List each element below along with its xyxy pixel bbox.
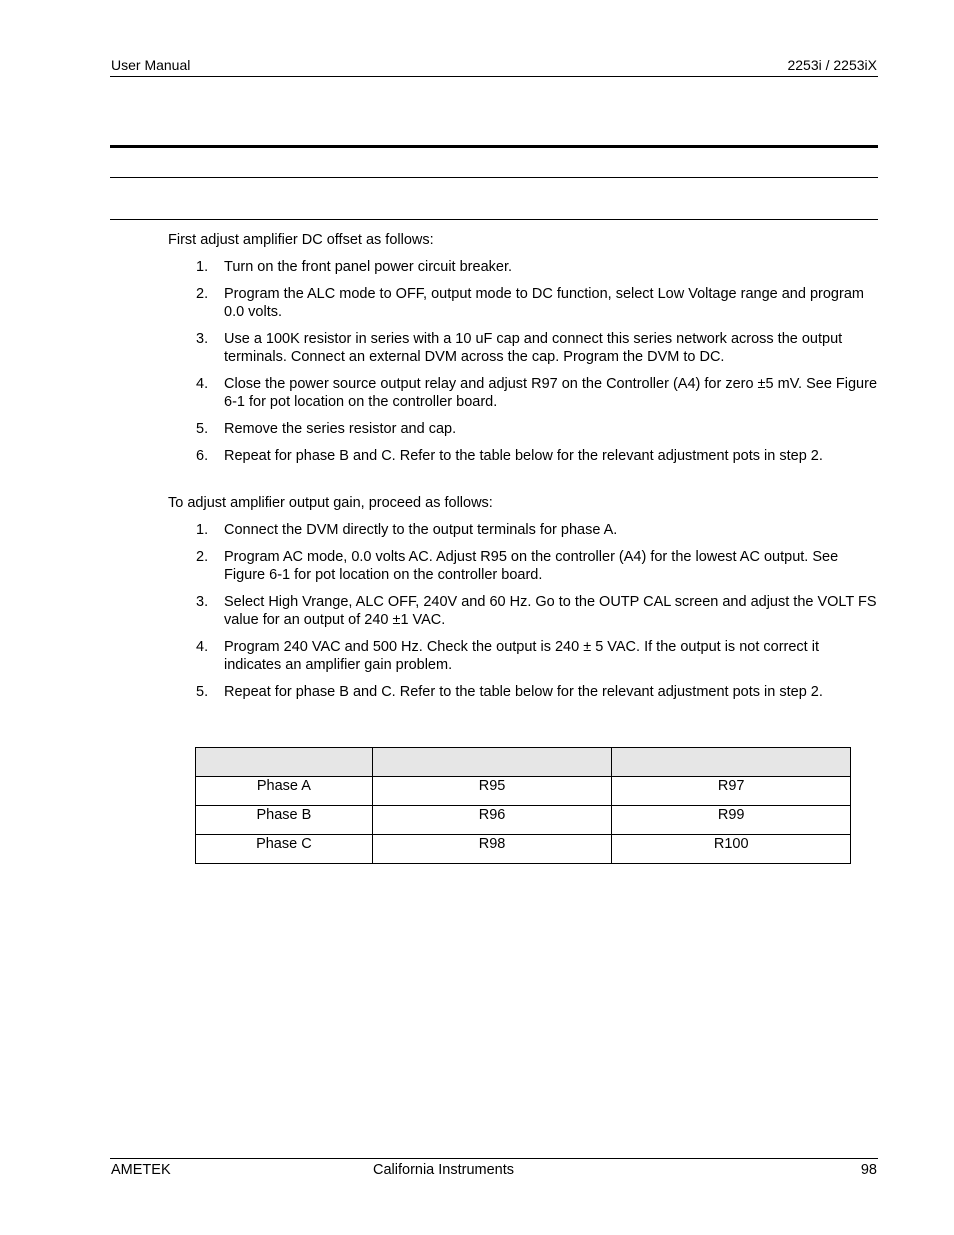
table-header-cell <box>196 748 373 777</box>
gain-pot-cell: R95 <box>372 777 612 806</box>
list-item: 2. Program AC mode, 0.0 volts AC. Adjust R95 on the controller (A4) for the lowest AC output. See Figure 6-1 for pot location on the controller board. <box>196 549 839 583</box>
gain-pot-cell: R96 <box>372 806 612 835</box>
list-item: 5. Remove the series resistor and cap. <box>196 421 457 437</box>
list-item: 5. Repeat for phase B and C. Refer to the table below for the relevant adjustment pots in step 2. <box>196 684 823 700</box>
list-item: 1. Turn on the front panel power circuit breaker. <box>196 259 513 275</box>
subsection-heading-rule-2 <box>110 219 878 220</box>
offset-steps-list <box>168 258 878 474</box>
offset-intro: First adjust amplifier DC offset as follows: <box>168 232 434 248</box>
phase-cell: Phase C <box>196 835 373 864</box>
list-item: 3. Use a 100K resistor in series with a 10 uF cap and connect this series network across the output terminals. Connect an external DVM across the cap. Program the DVM to DC. <box>196 331 843 365</box>
header-manual-title: User Manual <box>111 57 191 73</box>
table-row <box>196 777 851 806</box>
list-item: 1. Connect the DVM directly to the output terminals for phase A. <box>196 522 618 538</box>
footer-company: AMETEK <box>111 1162 171 1178</box>
list-item: 3. Select High Vrange, ALC OFF, 240V and 60 Hz. Go to the OUTP CAL screen and adjust the VOLT FS value for an output of 240 ±1 VAC. <box>196 594 877 628</box>
table-header-cell <box>372 748 612 777</box>
subsection-heading-rule <box>110 177 878 178</box>
list-item: 6. Repeat for phase B and C. Refer to the table below for the relevant adjustment pots in step 2. <box>196 448 823 464</box>
table-row <box>196 835 851 864</box>
section-heading-rule <box>110 145 878 148</box>
footer-divider <box>110 1158 878 1159</box>
list-item: 4. Close the power source output relay and adjust R97 on the Controller (A4) for zero ±5 mV. See Figure 6-1 for pot location on the controller board. <box>196 376 878 410</box>
phase-cell: Phase B <box>196 806 373 835</box>
table-header-cell <box>612 748 851 777</box>
list-item: 2. Program the ALC mode to OFF, output mode to DC function, select Low Voltage range and program 0.0 volts. <box>196 286 864 320</box>
table-row <box>196 806 851 835</box>
offset-pot-cell: R99 <box>612 806 851 835</box>
table-header-row <box>196 748 851 777</box>
adjustment-pot-table <box>195 747 851 864</box>
gain-pot-cell: R98 <box>372 835 612 864</box>
list-item: 4. Program 240 VAC and 500 Hz. Check the output is 240 ± 5 VAC. If the output is not correct it indicates an amplifier gain problem. <box>196 639 819 673</box>
gain-steps-list <box>168 521 878 710</box>
page-number: 98 <box>860 1162 877 1178</box>
phase-cell: Phase A <box>196 777 373 806</box>
gain-intro: To adjust amplifier output gain, proceed as follows: <box>168 495 493 511</box>
offset-pot-cell: R100 <box>612 835 851 864</box>
header-divider <box>110 76 878 77</box>
header-model: 2253i / 2253iX <box>787 57 877 73</box>
offset-pot-cell: R97 <box>612 777 851 806</box>
footer-division: California Instruments <box>373 1162 515 1178</box>
